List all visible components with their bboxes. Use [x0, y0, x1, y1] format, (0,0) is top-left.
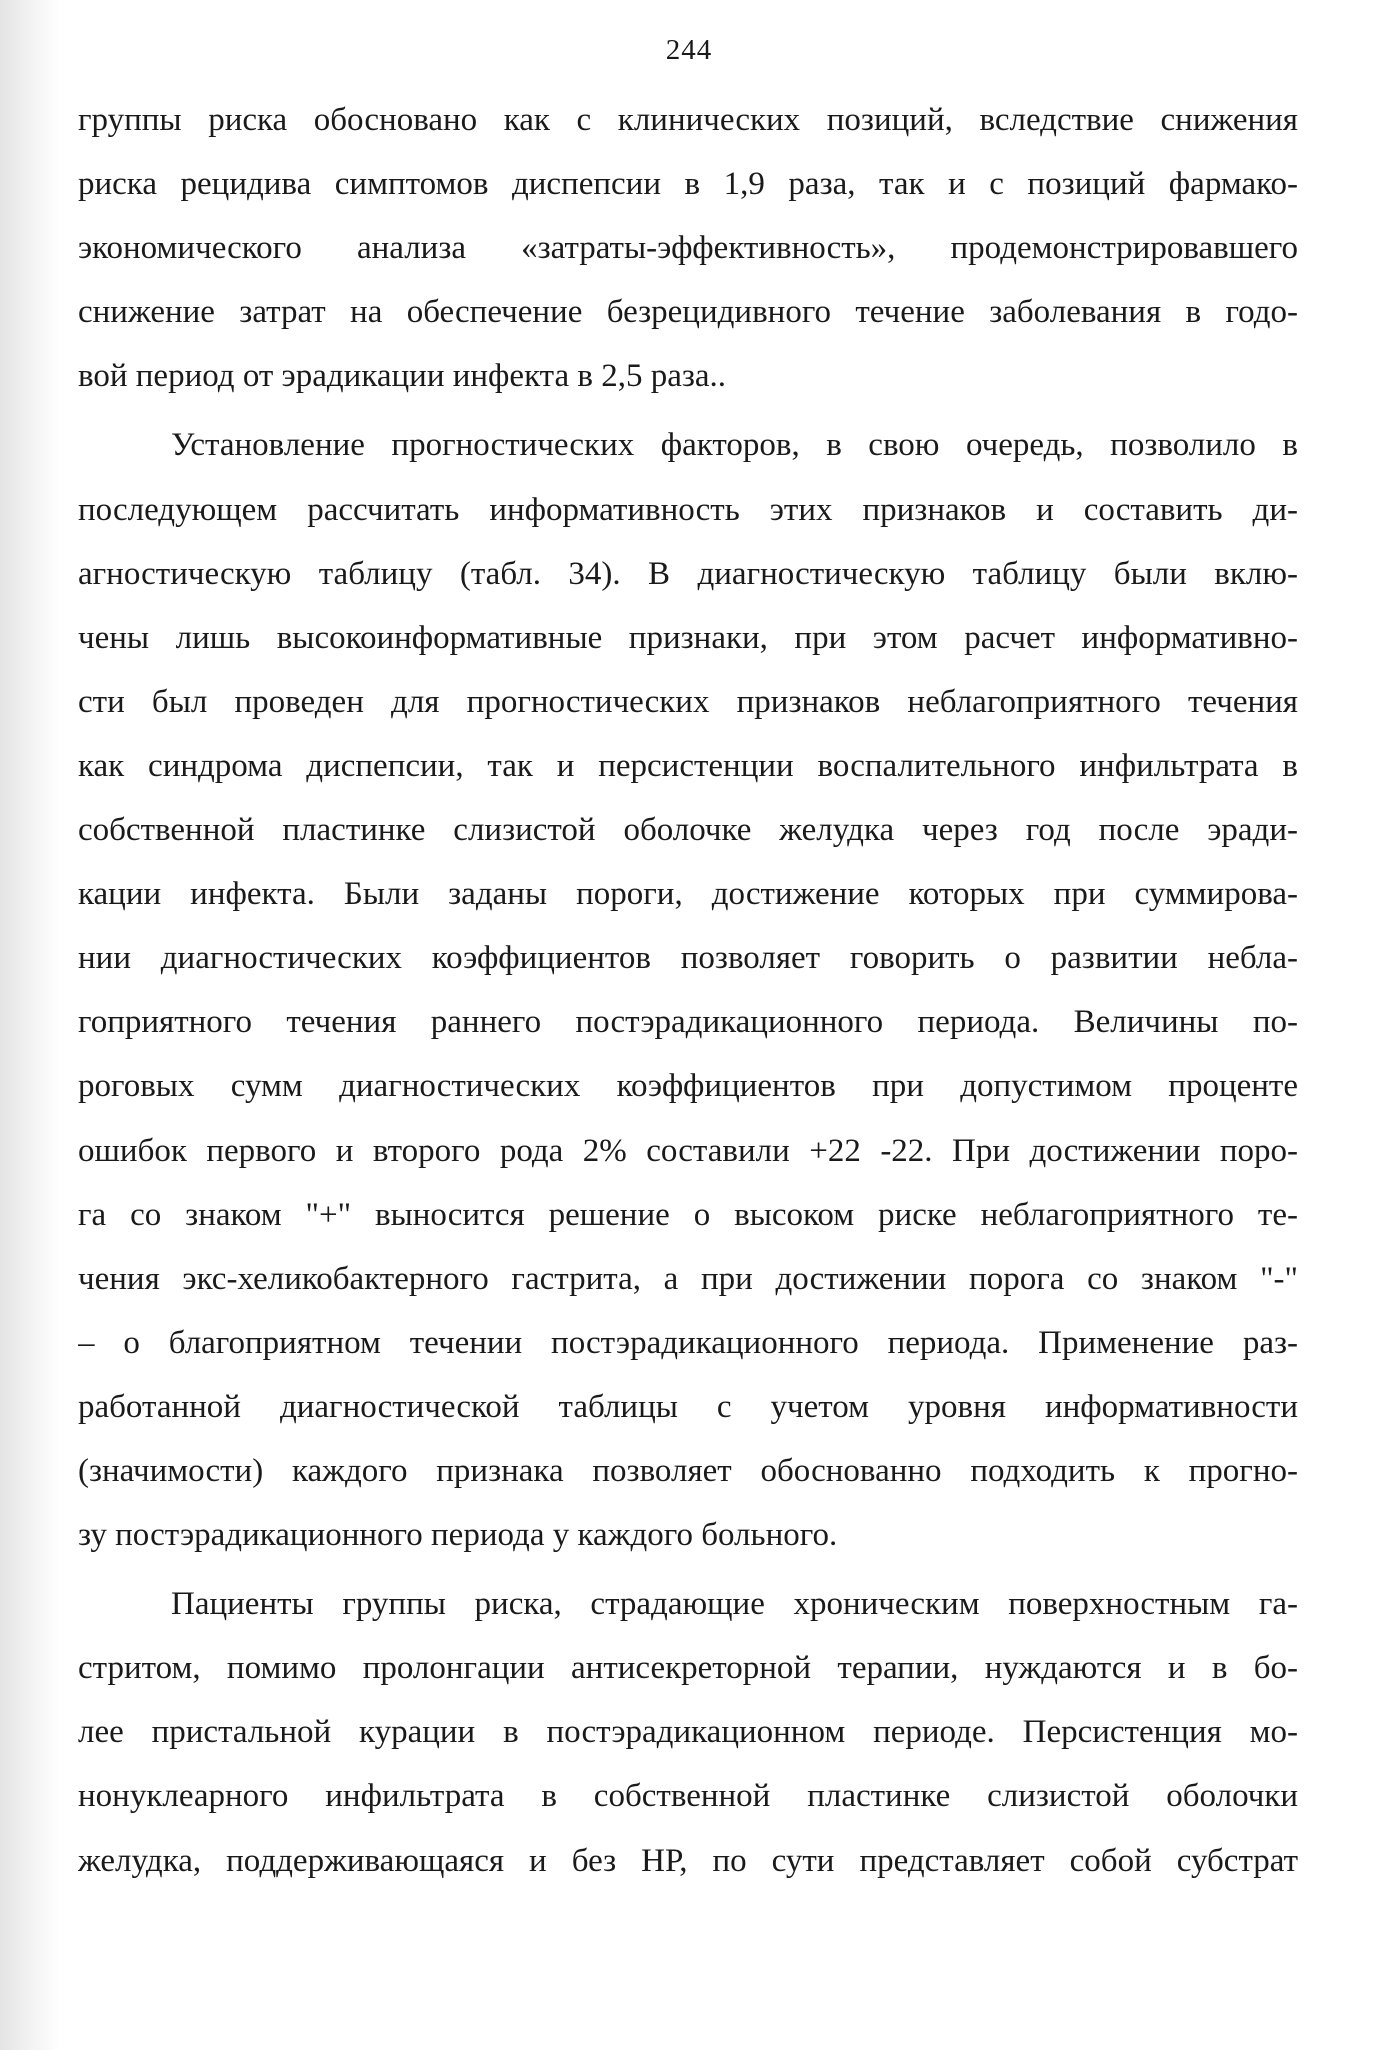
- text-line: агностическую таблицу (табл. 34). В диагностическую таблицу были вклю-: [78, 555, 1298, 592]
- text-line: вой период от эрадикации инфекта в 2,5 раза..: [78, 358, 727, 395]
- text-line: риска рецидива симптомов диспепсии в 1,9 раза, так и с позиций фармако-: [78, 166, 1298, 203]
- text-line: сти был проведен для прогностических признаков неблагоприятного течения: [78, 683, 1298, 720]
- text-line: чены лишь высокоинформативные признаки, при этом расчет информативно-: [78, 619, 1298, 656]
- text-line: Установление прогностических факторов, в свою очередь, позволило в: [171, 427, 1298, 464]
- text-line: снижение затрат на обеспечение безрецидивного течение заболевания в годо-: [78, 294, 1298, 331]
- text-line: га со знаком "+" выносится решение о высоком риске неблагоприятного те-: [78, 1196, 1298, 1233]
- text-line: группы риска обосновано как с клинических позиций, вследствие снижения: [78, 102, 1298, 138]
- text-line: экономического анализа «затраты-эффективность», продемонстрировавшего: [78, 230, 1298, 267]
- text-line: гоприятного течения раннего постэрадикационного периода. Величины по-: [78, 1004, 1298, 1041]
- paragraph: [78, 413, 1298, 1567]
- text-line: Пациенты группы риска, страдающие хроническим поверхностным га-: [171, 1586, 1298, 1623]
- page-number: 244: [665, 34, 713, 66]
- text-line: лее пристальной курации в постэрадикационном периоде. Персистенция мо-: [78, 1714, 1298, 1751]
- text-line: желудка, поддерживающаяся и без НР, по сути представляет собой субстрат: [78, 1842, 1298, 1879]
- text-line: зу постэрадикационного периода у каждого больного.: [78, 1517, 838, 1554]
- text-line: как синдрома диспепсии, так и персистенции воспалительного инфильтрата в: [78, 747, 1298, 784]
- text-line: кации инфекта. Были заданы пороги, достижение которых при суммирова-: [78, 876, 1298, 913]
- text-line: последующем рассчитать информативность этих признаков и составить ди-: [78, 491, 1298, 528]
- text-line: ошибок первого и второго рода 2% составили +22 -22. При достижении поро-: [78, 1132, 1298, 1169]
- text-line: работанной диагностической таблицы с учетом уровня информативности: [78, 1388, 1298, 1425]
- paragraph: [78, 1572, 1298, 1892]
- text-line: стритом, помимо пролонгации антисекреторной терапии, нуждаются и в бо-: [78, 1650, 1298, 1687]
- document-body: [78, 88, 1298, 1893]
- paragraph: [78, 88, 1298, 408]
- text-line: – о благоприятном течении постэрадикационного периода. Применение раз-: [78, 1324, 1298, 1361]
- text-line: собственной пластинке слизистой оболочке желудка через год после эради-: [78, 812, 1298, 849]
- text-line: роговых сумм диагностических коэффициентов при допустимом проценте: [78, 1068, 1298, 1105]
- scan-edge-shadow: [0, 0, 60, 2050]
- text-line: нии диагностических коэффициентов позволяет говорить о развитии небла-: [78, 940, 1298, 977]
- text-line: (значимости) каждого признака позволяет обоснованно подходить к прогно-: [78, 1452, 1298, 1489]
- text-line: нонуклеарного инфильтрата в собственной пластинке слизистой оболочки: [78, 1778, 1298, 1815]
- text-line: чения экс-хеликобактерного гастрита, а при достижении порога со знаком "-": [78, 1260, 1298, 1297]
